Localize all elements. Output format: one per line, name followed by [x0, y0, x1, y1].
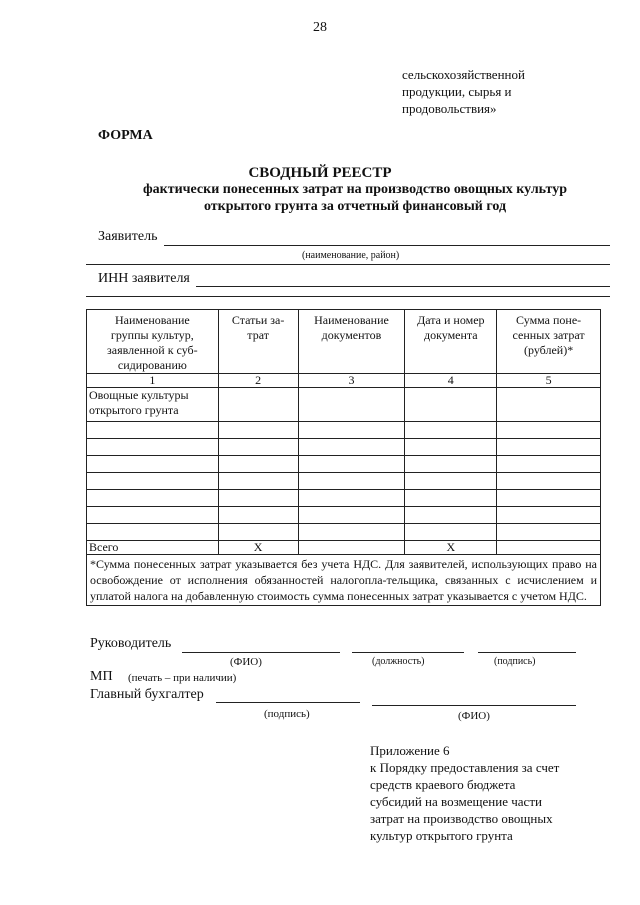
total-mark: X: [218, 541, 298, 555]
mp-hint: (печать – при наличии): [128, 672, 237, 684]
table-cell[interactable]: [218, 473, 298, 490]
table-cell[interactable]: [87, 507, 219, 524]
table-cell[interactable]: [218, 490, 298, 507]
header-text: Сумма поне-: [516, 313, 582, 327]
column-number: 3: [298, 374, 405, 388]
table-header-row: [87, 310, 601, 374]
table-cell[interactable]: [405, 490, 497, 507]
table-row: [87, 439, 601, 456]
appendix-line: средств краевого бюджета: [370, 777, 516, 792]
header-cell-date: [405, 310, 497, 374]
table-cell[interactable]: [497, 473, 601, 490]
table-cell[interactable]: [87, 422, 219, 439]
table-cell[interactable]: [405, 507, 497, 524]
head-signature-line[interactable]: [478, 652, 576, 653]
applicant-hint: (наименование, район): [302, 250, 400, 261]
header-text: трат: [247, 328, 269, 342]
header-note-line: сельскохозяйственной: [402, 67, 525, 82]
signature-hint: (подпись): [494, 656, 536, 667]
table-cell[interactable]: [405, 422, 497, 439]
table-cell[interactable]: [298, 422, 405, 439]
table-cell[interactable]: [218, 422, 298, 439]
total-label: Всего: [87, 541, 219, 555]
cell-text: открытого грунта: [89, 403, 179, 417]
table-cell[interactable]: [405, 456, 497, 473]
table-cell[interactable]: [497, 439, 601, 456]
table-cell[interactable]: [497, 456, 601, 473]
table-cell[interactable]: [497, 490, 601, 507]
table-cell[interactable]: [298, 473, 405, 490]
table-cell[interactable]: [87, 490, 219, 507]
table-cell[interactable]: [405, 473, 497, 490]
appendix-line: к Порядку предоставления за счет: [370, 760, 560, 775]
table-cell[interactable]: [497, 507, 601, 524]
header-text: документов: [321, 328, 382, 342]
table-total-row: [87, 541, 601, 555]
footnote: *Сумма понесенных затрат указывается без учета НДС. Для заявителей, использующих право на освобождение от исполнения обязанностей налогопла-тельщика, связанных с исчислением и уплатой налога на добавленную стоимость сумма понесенных затрат указывается с учетом НДС.: [87, 555, 601, 606]
header-text: Дата и номер: [417, 313, 485, 327]
acc-fio-hint: (ФИО): [458, 710, 490, 722]
header-text: сенных затрат: [512, 328, 585, 342]
accountant-fio-line[interactable]: [372, 705, 576, 706]
inn-line: [196, 286, 610, 287]
table-cell[interactable]: [218, 507, 298, 524]
header-text: заявленной к суб-: [107, 343, 198, 357]
table-cell[interactable]: [218, 388, 298, 422]
accountant-signature-line[interactable]: [216, 702, 360, 703]
appendix-line: затрат на производство овощных: [370, 811, 553, 826]
page-number: 28: [313, 20, 327, 35]
table-cell[interactable]: [298, 439, 405, 456]
header-cell-group: [87, 310, 219, 374]
header-text: Наименование: [114, 313, 190, 327]
column-number: 5: [497, 374, 601, 388]
header-cell-documents: [298, 310, 405, 374]
table-cell[interactable]: [298, 490, 405, 507]
table-cell[interactable]: [298, 524, 405, 541]
header-note-line: продукции, сырья и: [402, 84, 512, 99]
appendix-note: [370, 742, 559, 844]
table-row: [87, 524, 601, 541]
table-cell[interactable]: [87, 473, 219, 490]
inn-line-2: [86, 296, 610, 297]
table-cell[interactable]: [298, 541, 405, 555]
acc-signature-hint: (подпись): [264, 708, 310, 720]
header-note-line: продовольствия»: [402, 101, 497, 116]
document-title: СВОДНЫЙ РЕЕСТР: [248, 165, 392, 181]
table-cell[interactable]: [405, 439, 497, 456]
fio-hint: (ФИО): [230, 656, 262, 668]
subtitle-line: открытого грунта за отчетный финансовый год: [203, 199, 507, 214]
header-text: группы культур,: [110, 328, 194, 342]
cell-text: Овощные культуры: [89, 388, 189, 402]
header-cell-sum: [497, 310, 601, 374]
table-cell[interactable]: [298, 388, 405, 422]
table-cell[interactable]: [87, 439, 219, 456]
header-text: Наименование: [314, 313, 389, 327]
table-row: [87, 507, 601, 524]
table-cell[interactable]: [218, 456, 298, 473]
table-cell[interactable]: [87, 456, 219, 473]
table-row: [87, 490, 601, 507]
position-hint: (должность): [372, 656, 425, 667]
table-row: [87, 473, 601, 490]
column-number: 2: [218, 374, 298, 388]
appendix-line: субсидий на возмещение части: [370, 794, 542, 809]
table-cell[interactable]: [497, 388, 601, 422]
head-position-line[interactable]: [352, 652, 464, 653]
table-cell[interactable]: [218, 524, 298, 541]
header-text: (рублей)*: [524, 343, 574, 357]
appendix-line: Приложение 6: [370, 743, 450, 758]
column-number: 4: [405, 374, 497, 388]
table-cell[interactable]: [497, 422, 601, 439]
head-label: Руководитель: [90, 636, 172, 651]
head-fio-line[interactable]: [182, 652, 340, 653]
inn-label: ИНН заявителя: [98, 271, 190, 286]
table-number-row: [87, 374, 601, 388]
table-row: [87, 422, 601, 439]
applicant-label: Заявитель: [98, 229, 158, 244]
column-number: 1: [87, 374, 219, 388]
appendix-line: культур открытого грунта: [370, 828, 513, 843]
table-cell[interactable]: [497, 541, 601, 555]
header-text: сидированию: [117, 358, 187, 372]
table-cell[interactable]: [405, 388, 497, 422]
table-cell[interactable]: [298, 507, 405, 524]
table-footnote-row: [87, 555, 601, 606]
table-row: [87, 456, 601, 473]
table-cell[interactable]: [405, 524, 497, 541]
expense-registry-table: [86, 309, 601, 606]
table-cell[interactable]: [87, 524, 219, 541]
document-subtitle: [110, 181, 600, 215]
applicant-line: [164, 245, 610, 246]
table-cell[interactable]: [497, 524, 601, 541]
mp-label: МП: [90, 669, 113, 684]
form-label: ФОРМА: [98, 128, 153, 143]
accountant-label: Главный бухгалтер: [90, 687, 204, 702]
header-text: документа: [423, 328, 478, 342]
header-cell-articles: [218, 310, 298, 374]
header-note: [402, 66, 525, 117]
table-cell-culture: [87, 388, 219, 422]
applicant-line-2: [86, 264, 610, 265]
table-cell[interactable]: [298, 456, 405, 473]
header-text: Статьи за-: [231, 313, 285, 327]
total-mark: X: [405, 541, 497, 555]
table-row: [87, 388, 601, 422]
subtitle-line: фактически понесенных затрат на производство овощных культур: [142, 182, 568, 197]
table-cell[interactable]: [218, 439, 298, 456]
